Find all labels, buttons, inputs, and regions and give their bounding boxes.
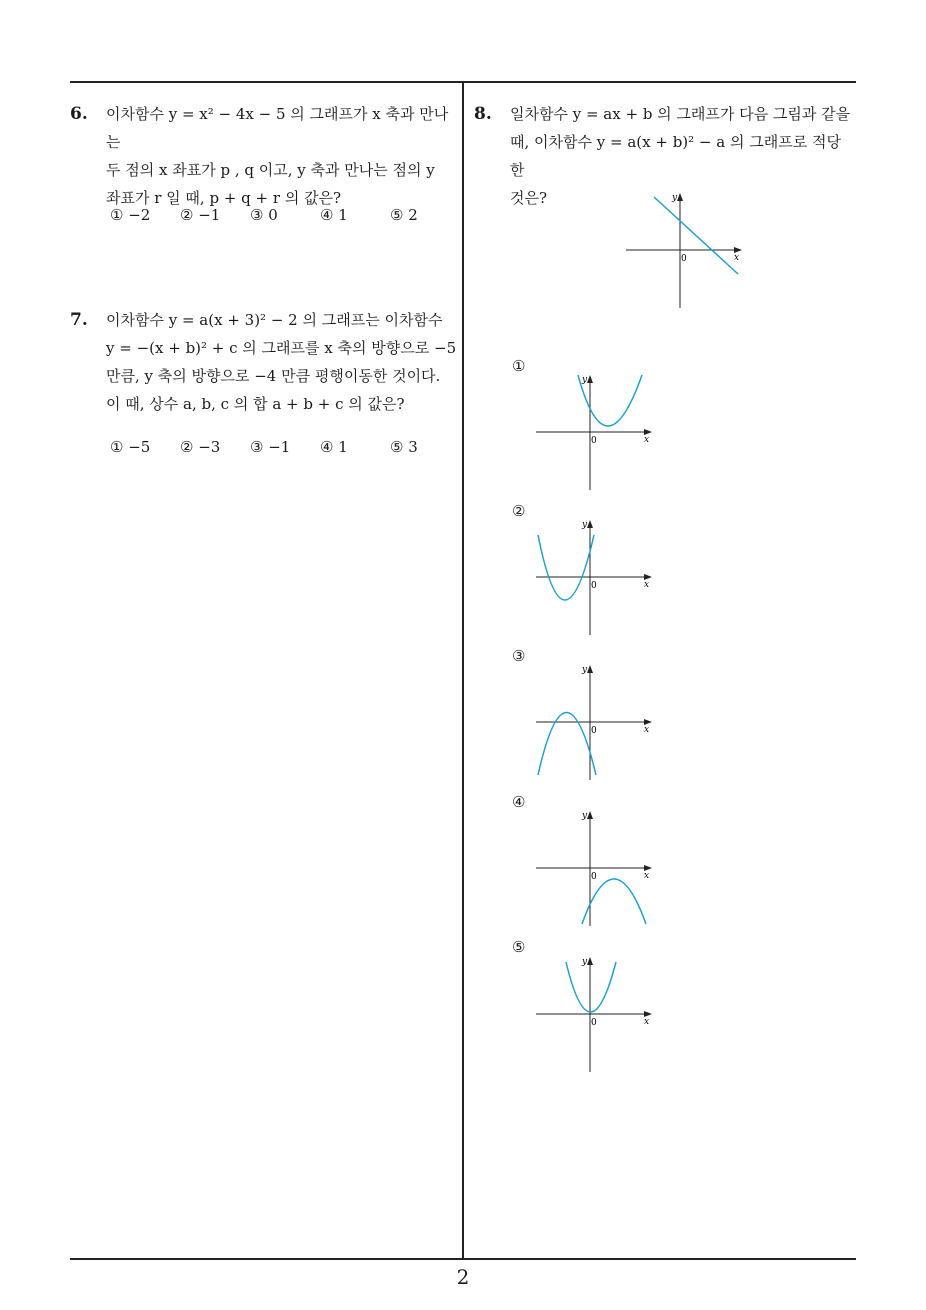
choice-1[interactable]: ① −5 [110,438,151,456]
question-text: 일차함수 y = ax + b 의 그래프가 다음 그림과 같을 때, 이차함수 y = a(x + b)² − a 의 그래프로 적당한 것은? [510,105,851,207]
option-2-graph[interactable] [530,515,660,637]
option-5-label[interactable]: ⑤ [512,938,526,956]
option-3-graph[interactable] [530,660,660,782]
y-axis-arrow-icon [677,193,683,201]
question-text: 이차함수 y = a(x + 3)² − 2 의 그래프는 이차함수 y = −(x + b)² + c 의 그래프를 x 축의 방향으로 −5 만큼, y 축의 방향으로 −4 만큼 평행이동한 것이다. 이 때, 상수 a, b, c 의 합 a + b + c 의 값은? [106,311,457,413]
column-divider [462,82,464,1259]
question-8 [474,100,854,207]
origin-label: 0 [591,726,597,736]
origin-label: 0 [681,254,687,264]
y-label: y [582,375,588,385]
option-1-graph[interactable] [530,370,660,492]
y-axis-arrow-icon [587,811,593,819]
bottom-rule [70,1258,856,1260]
origin-label: 0 [591,872,597,882]
question-7 [70,306,460,426]
y-label: y [582,957,588,967]
x-label: x [734,253,740,263]
choice-5[interactable]: ⑤ 2 [390,206,418,224]
option-3-label[interactable]: ③ [512,647,526,665]
given-line-graph [620,188,750,310]
choice-3[interactable]: ③ −1 [250,438,291,456]
y-axis-arrow-icon [587,375,593,383]
answer-choices [110,206,450,228]
x-label: x [644,871,650,881]
choice-5[interactable]: ⑤ 3 [390,438,418,456]
choice-4[interactable]: ④ 1 [320,438,348,456]
y-axis-arrow-icon [587,957,593,965]
choice-4[interactable]: ④ 1 [320,206,348,224]
y-label: y [582,520,588,530]
choice-1[interactable]: ① −2 [110,206,151,224]
x-label: x [644,1017,650,1027]
parabola-curve [538,535,594,600]
choice-2[interactable]: ② −1 [180,206,221,224]
y-axis-arrow-icon [587,520,593,528]
y-label: y [582,811,588,821]
parabola-curve [582,879,646,924]
y-label: y [582,665,588,675]
answer-choices [110,438,450,460]
question-number: 8. [474,104,492,124]
origin-label: 0 [591,1018,597,1028]
x-label: x [644,580,650,590]
choice-3[interactable]: ③ 0 [250,206,278,224]
option-4-label[interactable]: ④ [512,793,526,811]
option-1-label[interactable]: ① [512,357,526,375]
origin-label: 0 [591,436,597,446]
x-label: x [644,725,650,735]
question-text: 이차함수 y = x² − 4x − 5 의 그래프가 x 축과 만나는 두 점의 x 좌표가 p , q 이고, y 축과 만나는 점의 y 좌표가 r 일 때, p + q + r 의 값은? [106,105,449,207]
question-number: 7. [70,310,88,330]
y-axis-arrow-icon [587,665,593,673]
option-4-graph[interactable] [530,806,660,928]
choice-2[interactable]: ② −3 [180,438,221,456]
option-5-graph[interactable] [530,952,660,1074]
question-number: 6. [70,104,88,124]
parabola-curve [566,962,616,1012]
option-2-label[interactable]: ② [512,502,526,520]
question-6 [70,100,460,207]
page-number: 2 [456,1265,470,1289]
line-graph [654,197,738,274]
origin-label: 0 [591,581,597,591]
x-label: x [644,435,650,445]
y-label: y [672,193,678,203]
